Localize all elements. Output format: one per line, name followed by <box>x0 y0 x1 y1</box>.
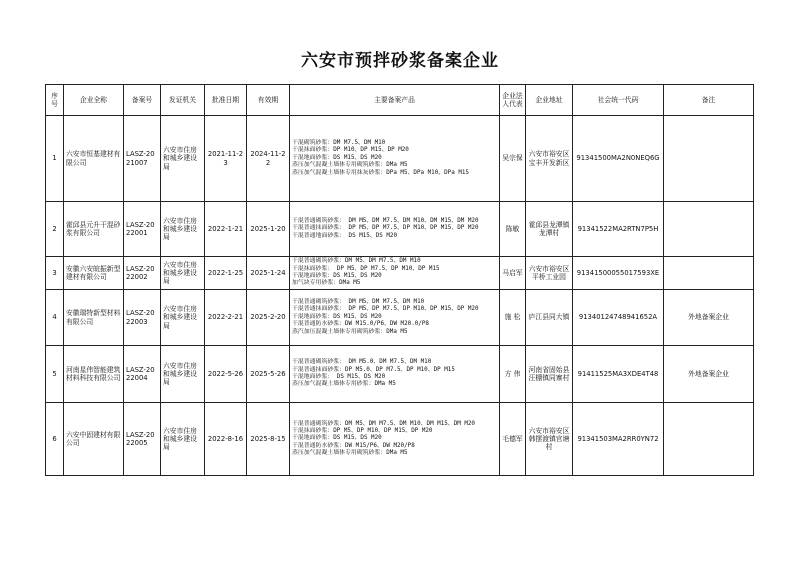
cell-legal-rep: 施 松 <box>500 290 526 346</box>
table-body <box>46 116 754 476</box>
cell-valid-until: 2024-11-22 <box>247 116 290 202</box>
header-record-no: 备案号 <box>124 85 161 116</box>
cell-credit-code: 91341500MA2N0NEQ6G <box>573 116 664 202</box>
cell-seq: 4 <box>46 290 64 346</box>
cell-legal-rep: 马启军 <box>500 257 526 290</box>
cell-legal-rep: 方 伟 <box>500 346 526 403</box>
product-line: 干混抹面砂浆：DP M5、DP M10、DP M15、DP M20 <box>292 427 433 434</box>
cell-address: 六安市裕安区宝丰开发新区 <box>526 116 573 202</box>
product-line: 蒸汽加压混凝土墙体专用砌筑砂浆：DMa M5 <box>292 328 408 335</box>
product-line: 干混地面砂浆：DS M15、DS M20 <box>292 435 382 442</box>
header-credit-code: 社会统一代码 <box>573 85 664 116</box>
cell-seq: 6 <box>46 403 64 476</box>
product-line: 蒸压加气混凝土墙体专用砌筑砂浆：DMa M5 <box>292 162 408 169</box>
product-line: 干混普通砌筑砂浆： DM M5.0、DM M7.5、DM M10 <box>292 359 432 366</box>
cell-products <box>290 257 500 290</box>
product-line: 干混普通砌筑砂浆： DM M5、DM M7.5、DM M10 <box>292 299 425 306</box>
cell-credit-code: 91411525MA3XDE4T48 <box>573 346 664 403</box>
product-line: 干混地面砂浆：DS M15、DS M20 <box>292 273 382 279</box>
table-row <box>46 257 754 290</box>
cell-products <box>290 403 500 476</box>
cell-credit-code: 91341500055017593XE <box>573 257 664 290</box>
cell-record-no: LASZ-2022004 <box>124 346 161 403</box>
cell-credit-code: 91341522MA2RTN7P5H <box>573 202 664 257</box>
cell-address: 六安市裕安区平桥工业园 <box>526 257 573 290</box>
cell-issuer: 六安市住房和城乡建设局 <box>161 116 205 202</box>
header-address: 企业地址 <box>526 85 573 116</box>
cell-record-no: LASZ-2022001 <box>124 202 161 257</box>
header-company: 企业全称 <box>64 85 124 116</box>
cell-seq: 1 <box>46 116 64 202</box>
product-line: 干混普通抹面砂浆：DP M5.0、DP M7.5、DP M10、DP M15 <box>292 366 455 373</box>
cell-products <box>290 346 500 403</box>
product-line: 干混普通地面砂浆： DS M15、DS M20 <box>292 232 398 239</box>
product-line: 干混普通防水砂浆：DW M15/P6、DW M20/P8 <box>292 442 415 449</box>
cell-record-no: LASZ-2022003 <box>124 290 161 346</box>
cell-approval-date: 2022-8-16 <box>205 403 247 476</box>
cell-remark: 外地备案企业 <box>664 346 754 403</box>
header-approval-date: 批准日期 <box>205 85 247 116</box>
product-line: 干混地面砂浆：DS M15、DS M20 <box>292 313 382 320</box>
product-line: 干混普通砌筑砂浆： DM M5、DM M7.5、DM M10、DM M15、DM M20 <box>292 217 479 224</box>
cell-remark <box>664 202 754 257</box>
cell-company: 安徽瑞特新型材料有限公司 <box>64 290 124 346</box>
cell-record-no: LASZ-2022002 <box>124 257 161 290</box>
cell-valid-until: 2025-1-20 <box>247 202 290 257</box>
cell-remark: 外地备案企业 <box>664 290 754 346</box>
product-line: 干混抹面砂浆：DP M10、DP M15、DP M20 <box>292 147 409 154</box>
cell-seq: 5 <box>46 346 64 403</box>
product-line: 蒸压加气混凝土墙体专用砂浆：DMa M5 <box>292 381 396 388</box>
cell-approval-date: 2022-5-26 <box>205 346 247 403</box>
cell-legal-rep: 吴宗保 <box>500 116 526 202</box>
cell-valid-until: 2025-1-24 <box>247 257 290 290</box>
cell-approval-date: 2022-1-21 <box>205 202 247 257</box>
product-line: 加气块专用砂浆：DMa M5 <box>292 280 361 287</box>
header-valid-until: 有效期 <box>247 85 290 116</box>
header-issuer: 发证机关 <box>161 85 205 116</box>
product-line: 干混普通砌筑砂浆：DM M5、DM M7.5、DM M10、DM M15、DM M20 <box>292 420 475 427</box>
cell-approval-date: 2022-2-21 <box>205 290 247 346</box>
cell-company: 六安中固建材有限公司 <box>64 403 124 476</box>
header-products: 主要备案产品 <box>290 85 500 116</box>
cell-issuer: 六安市住房和城乡建设局 <box>161 290 205 346</box>
product-line: 干混普通防水砂浆：DW M15.0/P6、DW M20.0/P8 <box>292 321 429 328</box>
cell-products <box>290 290 500 346</box>
cell-company: 霍邱县元升干混砂浆有限公司 <box>64 202 124 257</box>
cell-issuer: 六安市住房和城乡建设局 <box>161 346 205 403</box>
cell-company: 六安市恒基建材有限公司 <box>64 116 124 202</box>
product-line: 干混普通抹面砂浆： DP M5、DP M7.5、DP M10、DP M15、DP M20 <box>292 306 479 313</box>
table-row <box>46 403 754 476</box>
record-table <box>45 84 754 476</box>
cell-issuer: 六安市住房和城乡建设局 <box>161 257 205 290</box>
cell-remark <box>664 116 754 202</box>
cell-approval-date: 2022-1-25 <box>205 257 247 290</box>
header-legal-rep: 企业法人代表 <box>500 85 526 116</box>
table-row <box>46 116 754 202</box>
cell-credit-code: 91340124748941652A <box>573 290 664 346</box>
header-remark: 备注 <box>664 85 754 116</box>
product-line: 干混抹面砂浆： DP M5、DP M7.5、DP M10、DP M15 <box>292 265 440 272</box>
product-line: 蒸压加气混凝土墙体专用抹灰砂浆：DPa M5、DPa M10、DPa M15 <box>292 169 469 176</box>
header-seq: 序号 <box>46 85 64 116</box>
cell-address: 河南省固始县汪棚镇同寨村 <box>526 346 573 403</box>
cell-seq: 2 <box>46 202 64 257</box>
cell-remark <box>664 257 754 290</box>
table-header-row <box>46 85 754 116</box>
page-title: 六安市预拌砂浆备案企业 <box>301 51 499 71</box>
product-line: 干混地面砂浆： DS M15、DS M20 <box>292 374 386 380</box>
cell-company: 安徽六安皖振新型建材有限公司 <box>64 257 124 290</box>
cell-record-no: LASZ-2021007 <box>124 116 161 202</box>
product-line: 干混砌筑砂浆：DM M7.5、DM M10 <box>292 140 386 147</box>
cell-credit-code: 91341503MA2RR0YN72 <box>573 403 664 476</box>
cell-products <box>290 116 500 202</box>
cell-products <box>290 202 500 257</box>
cell-seq: 3 <box>46 257 64 290</box>
cell-valid-until: 2025-8-15 <box>247 403 290 476</box>
cell-approval-date: 2021-11-23 <box>205 116 247 202</box>
product-line: 蒸压加气混凝土墙体专用砌筑砂浆：DMa M5 <box>292 450 408 457</box>
cell-issuer: 六安市住房和城乡建设局 <box>161 202 205 257</box>
cell-record-no: LASZ-2022005 <box>124 403 161 476</box>
cell-valid-until: 2025-2-20 <box>247 290 290 346</box>
product-line: 干混地面砂浆：DS M15、DS M20 <box>292 154 382 161</box>
cell-legal-rep: 陈敏 <box>500 202 526 257</box>
cell-remark <box>664 403 754 476</box>
cell-issuer: 六安市住房和城乡建设局 <box>161 403 205 476</box>
product-line: 干混普通抹面砂浆： DP M5、DP M7.5、DP M10、DP M15、DP M20 <box>292 225 479 232</box>
cell-address: 六安市裕安区韩摆渡镇官塘村 <box>526 403 573 476</box>
cell-address: 庐江县同大镇 <box>526 290 573 346</box>
cell-address: 霍邱县龙潭镇龙潭村 <box>526 202 573 257</box>
cell-company: 河南星伟智能建筑材料科技有限公司 <box>64 346 124 403</box>
product-line: 干混普通砌筑砂浆：DM M5、DM M7.5、DM M10 <box>292 258 421 265</box>
cell-valid-until: 2025-5-26 <box>247 346 290 403</box>
table-row <box>46 346 754 403</box>
table-row <box>46 202 754 257</box>
table-row <box>46 290 754 346</box>
cell-legal-rep: 毛德军 <box>500 403 526 476</box>
